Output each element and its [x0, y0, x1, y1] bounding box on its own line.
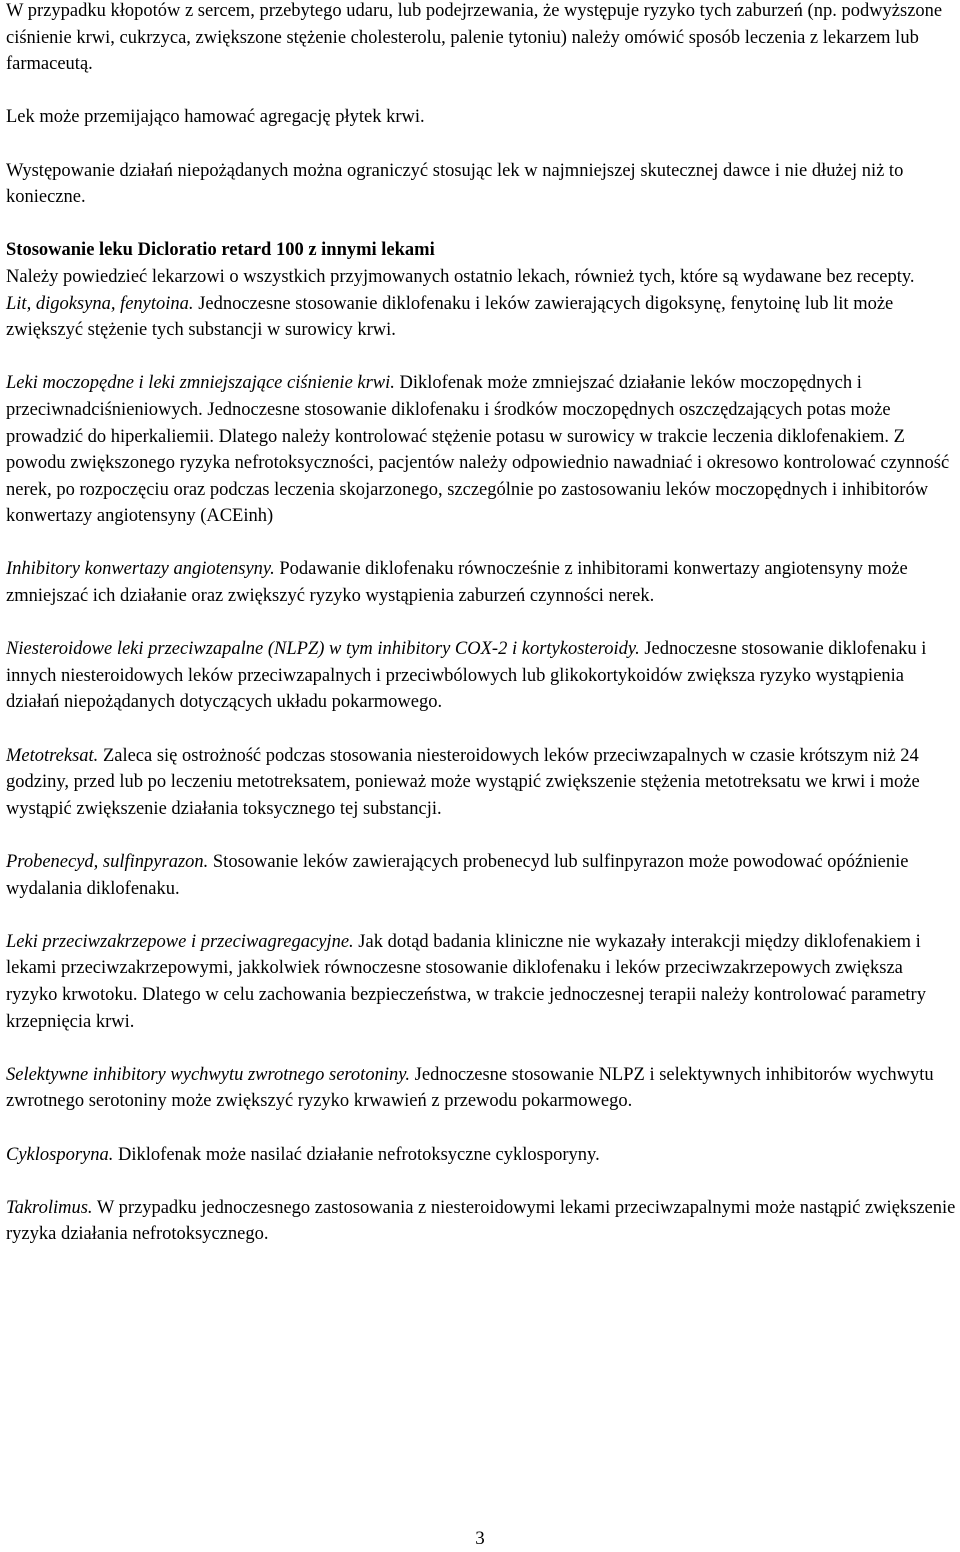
interaction-text: Diklofenak może nasilać działanie nefrotoksyczne cyklosporyny.: [113, 1144, 600, 1165]
interaction-text: W przypadku jednoczesnego zastosowania z niesteroidowymi lekami przeciwzapalnymi może nastąpić zwiększenie ryzyka działania nefrotoksycznego.: [6, 1197, 956, 1245]
interaction-anticoagulants: [6, 929, 956, 1035]
interaction-text: Jednoczesne stosowanie diklofenaku i leków zawierających digoksynę, fenytoinę lub lit może zwiększyć stężenie tych substancji w surowicy krwi.: [6, 293, 894, 341]
interaction-diuretics: [6, 370, 956, 530]
interaction-text: Stosowanie leków zawierających probenecyd lub sulfinpyrazon może powodować opóźnienie wydalania diklofenaku.: [6, 852, 909, 899]
interaction-cyclosporine: [6, 1142, 956, 1169]
interaction-lead: Probenecyd, sulfinpyrazon.: [6, 852, 209, 872]
interaction-probenecid: [6, 849, 956, 902]
interaction-tacrolimus: [6, 1195, 956, 1248]
interaction-text: Jednoczesne stosowanie NLPZ i selektywnych inhibitorów wychwytu zwrotnego serotoniny może zwiększyć ryzyko krwawień z przewodu pokarmowego.: [6, 1064, 934, 1112]
interaction-lead: Leki moczopędne i leki zmniejszające ciśnienie krwi.: [6, 373, 395, 394]
interaction-lead: Niesteroidowe leki przeciwzapalne (NLPZ) w tym inhibitory COX-2 i kortykosteroidy.: [6, 639, 640, 660]
paragraph-side-effects: Występowanie działań niepożądanych można ograniczyć stosując lek w najmniejszej skutecznej dawce i nie dłużej niż to konieczne.: [6, 160, 904, 208]
interaction-text: Jednoczesne stosowanie diklofenaku i innych niesteroidowych leków przeciwzapalnych i przeciwbólowych lub glikokortykoidów zwiększa ryzyko wystąpienia działań niepożądanych dotyczących układu pokarmowego.: [6, 639, 927, 713]
document-page: [6, 0, 956, 1275]
interaction-lead: Takrolimus.: [6, 1197, 93, 1218]
interaction-methotrexate: [6, 743, 956, 823]
interaction-lithium-digoxin-phenytoin: [6, 291, 956, 344]
interaction-text: Jak dotąd badania kliniczne nie wykazały interakcji między diklofenakiem i lekami przeciwzakrzepowymi, jakkolwiek równoczesne stosowanie diklofenaku i leków przeciwzakrzepowych zwiększa ryzyko krwotoku. Dlatego w celu zachowania bezpieczeństwa, w trakcie jednoczesnej terapii należy kontrolować parametry krzepnięcia krwi.: [6, 931, 926, 1032]
interaction-text: Zaleca się ostrożność podczas stosowania niesteroidowych leków przeciwzapalnych w czasie krótszym niż 24 godziny, przed lub po leczeniu metotreksatem, ponieważ może wystąpić zwiększenie stężenia metotreksatu we krwi i może wystąpić zwiększenie działania toksycznego tej substancji.: [6, 745, 920, 819]
interaction-ace-inhibitors: [6, 556, 956, 609]
page-number: 3: [475, 1528, 485, 1549]
interaction-lead: Leki przeciwzakrzepowe i przeciwagregacyjne.: [6, 931, 354, 952]
interaction-lead: Inhibitory konwertazy angiotensyny.: [6, 559, 275, 580]
interaction-lead: Cyklosporyna.: [6, 1144, 114, 1165]
interaction-ssri: [6, 1062, 956, 1115]
interactions-intro-block: [6, 237, 956, 290]
paragraph-platelet-aggregation: Lek może przemijająco hamować agregację płytek krwi.: [6, 107, 425, 128]
interactions-section: [6, 237, 956, 1248]
section-intro: Należy powiedzieć lekarzowi o wszystkich przyjmowanych ostatnio lekach, również tych, które są wydawane bez recepty.: [6, 266, 915, 287]
interaction-lead: Selektywne inhibitory wychwytu zwrotnego serotoniny.: [6, 1064, 411, 1085]
interaction-nsaids: [6, 636, 956, 716]
interaction-lead: Metotreksat.: [6, 745, 99, 766]
section-heading: Stosowanie leku Dicloratio retard 100 z innymi lekami: [6, 240, 435, 261]
paragraph-heart-risk: W przypadku kłopotów z sercem, przebytego udaru, lub podejrzewania, że występuje ryzyko tych zaburzeń (np. podwyższone ciśnienie krwi, cukrzyca, zwiększone stężenie cholesterolu, palenie tytoniu) należy omówić sposób leczenia z lekarzem lub farmaceutą.: [6, 1, 943, 75]
interaction-lead: Lit, digoksyna, fenytoina.: [6, 293, 194, 314]
interaction-text: Podawanie diklofenaku równocześnie z inhibitorami konwertazy angiotensyny może zmniejszać ich działanie oraz zwiększyć ryzyko wystąpienia zaburzeń czynności nerek.: [6, 559, 908, 607]
interaction-text: Diklofenak może zmniejszać działanie leków moczopędnych i przeciwnadciśnieniowych. Jednoczesne stosowanie diklofenaku i środków moczopędnych oszczędzających potas może prowadzić do hiperkaliemii. Dlatego należy kontrolować stężenie potasu w surowicy w trakcie leczenia diklofenakiem. Z powodu zwiększonego ryzyka nefrotoksyczności, pacjentów należy odpowiednio nawadniać i okresowo kontrolować czynność nerek, po rozpoczęciu oraz podczas leczenia skojarzonego, szczególnie po zastosowaniu leków moczopędnych i inhibitorów konwertazy angiotensyny (ACEinh): [6, 373, 950, 527]
